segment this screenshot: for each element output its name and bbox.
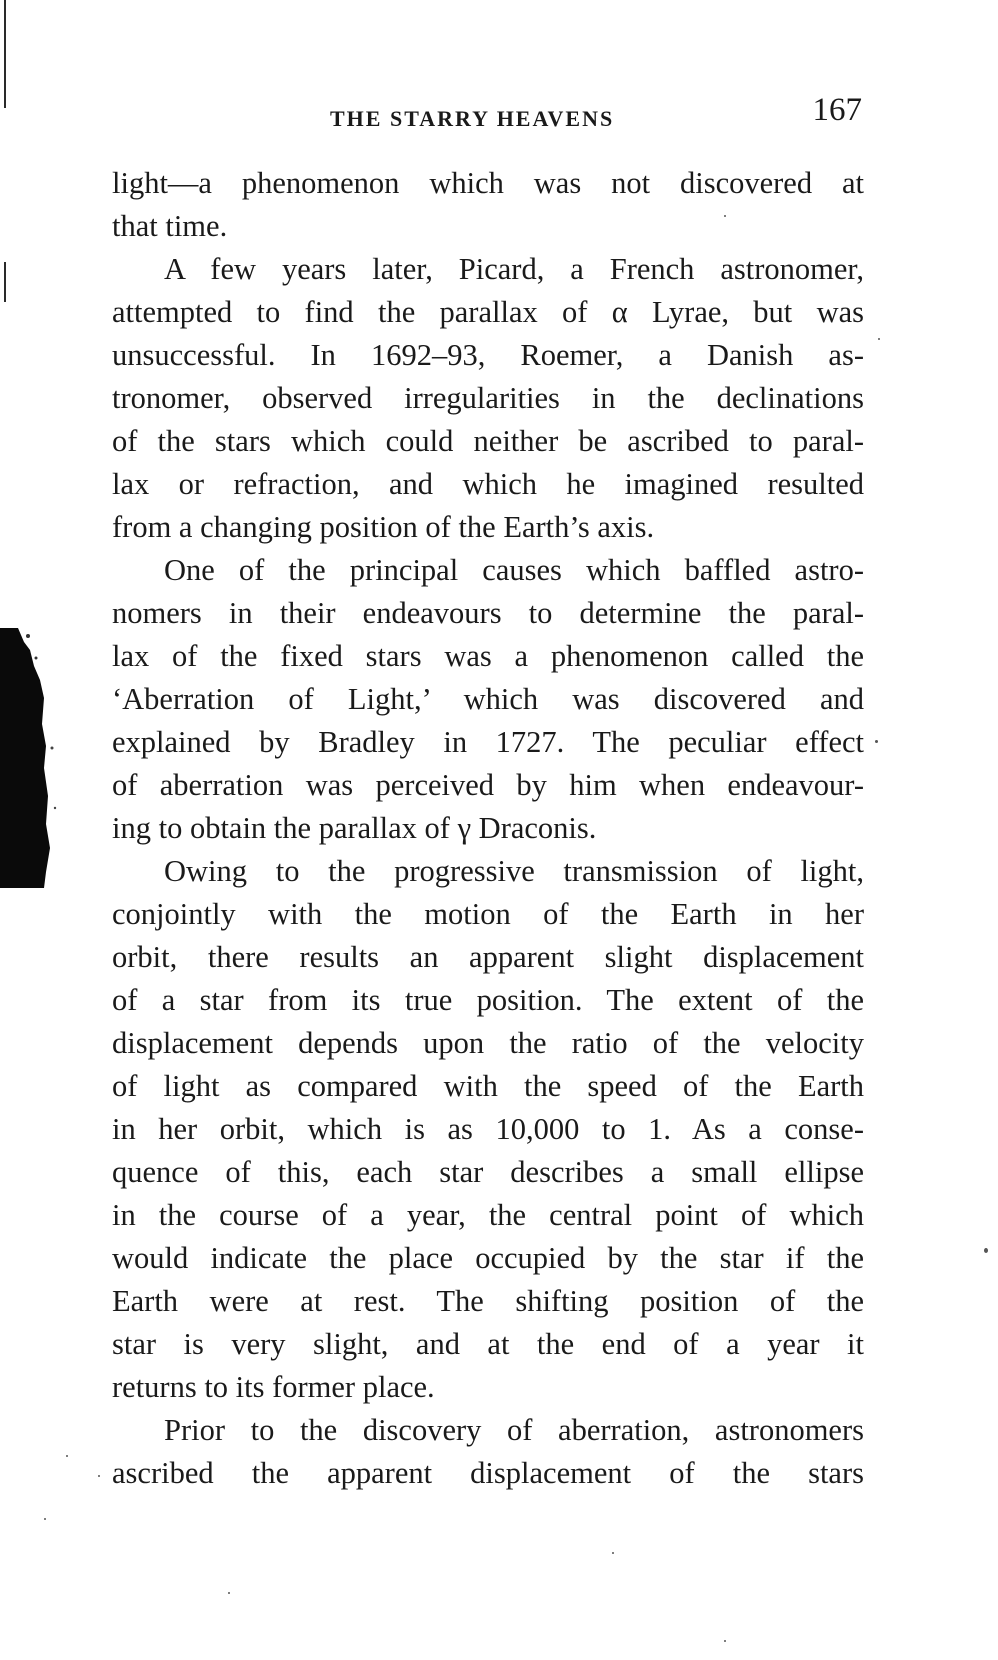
paper-speck <box>98 1475 100 1477</box>
text-line: lax of the fixed stars was a phenomenon called the <box>112 639 864 673</box>
paper-speck <box>228 1592 230 1594</box>
text-line: ascribed the apparent displacement of the stars <box>112 1456 864 1490</box>
body-text <box>112 162 864 1495</box>
paragraph-start-line: One of the principal causes which baffled astro- <box>164 553 864 587</box>
paper-speck <box>875 740 878 743</box>
text-line: in her orbit, which is as 10,000 to 1. As a conse- <box>112 1112 864 1146</box>
text-line: that time. <box>112 209 228 243</box>
text-line: lax or refraction, and which he imagined resulted <box>112 467 864 501</box>
text-line: of a star from its true position. The extent of the <box>112 983 864 1017</box>
text-line: Earth were at rest. The shifting position of the <box>112 1284 864 1318</box>
text-line: displacement depends upon the ratio of the velocity <box>112 1026 864 1060</box>
text-line: quence of this, each star describes a small ellipse <box>112 1155 864 1189</box>
text-line: of aberration was perceived by him when endeavour- <box>112 768 864 802</box>
text-line: in the course of a year, the central point of which <box>112 1198 864 1232</box>
paper-speck <box>44 1518 46 1520</box>
text-line: attempted to find the parallax of α Lyrae, but was <box>112 295 864 329</box>
paragraph-start-line: A few years later, Picard, a French astronomer, <box>164 252 864 286</box>
text-line: of the stars which could neither be ascribed to paral- <box>112 424 864 458</box>
text-line: returns to its former place. <box>112 1370 435 1404</box>
text-line: conjointly with the motion of the Earth in her <box>112 897 864 931</box>
paper-speck <box>724 215 726 217</box>
page-edge-mark <box>4 0 6 108</box>
page-header <box>112 92 864 142</box>
paper-speck <box>724 1640 726 1642</box>
text-line: ing to obtain the parallax of γ Draconis. <box>112 811 597 845</box>
text-line: unsuccessful. In 1692–93, Roemer, a Danish as- <box>112 338 864 372</box>
binding-shadow <box>0 628 62 888</box>
page-edge-tick <box>4 262 6 302</box>
text-line: ‘Aberration of Light,’ which was discovered and <box>112 682 864 716</box>
running-title: THE STARRY HEAVENS <box>330 106 615 131</box>
paper-speck <box>612 1552 614 1554</box>
text-line: light—a phenomenon which was not discovered at <box>112 166 864 200</box>
paper-speck <box>66 1455 68 1457</box>
paper-speck <box>984 1248 988 1253</box>
text-line: tronomer, observed irregularities in the declinations <box>112 381 864 415</box>
text-line: from a changing position of the Earth’s axis. <box>112 510 655 544</box>
text-line: would indicate the place occupied by the star if the <box>112 1241 864 1275</box>
text-line: orbit, there results an apparent slight displacement <box>112 940 864 974</box>
paragraph-start-line: Prior to the discovery of aberration, astronomers <box>164 1413 864 1447</box>
text-line: of light as compared with the speed of the Earth <box>112 1069 864 1103</box>
text-line: star is very slight, and at the end of a year it <box>112 1327 864 1361</box>
text-line: nomers in their endeavours to determine the paral- <box>112 596 864 630</box>
paper-speck <box>878 338 880 340</box>
page-number: 167 <box>812 92 862 128</box>
text-line: explained by Bradley in 1727. The peculiar effect <box>112 725 864 759</box>
paragraph-start-line: Owing to the progressive transmission of light, <box>164 854 864 888</box>
